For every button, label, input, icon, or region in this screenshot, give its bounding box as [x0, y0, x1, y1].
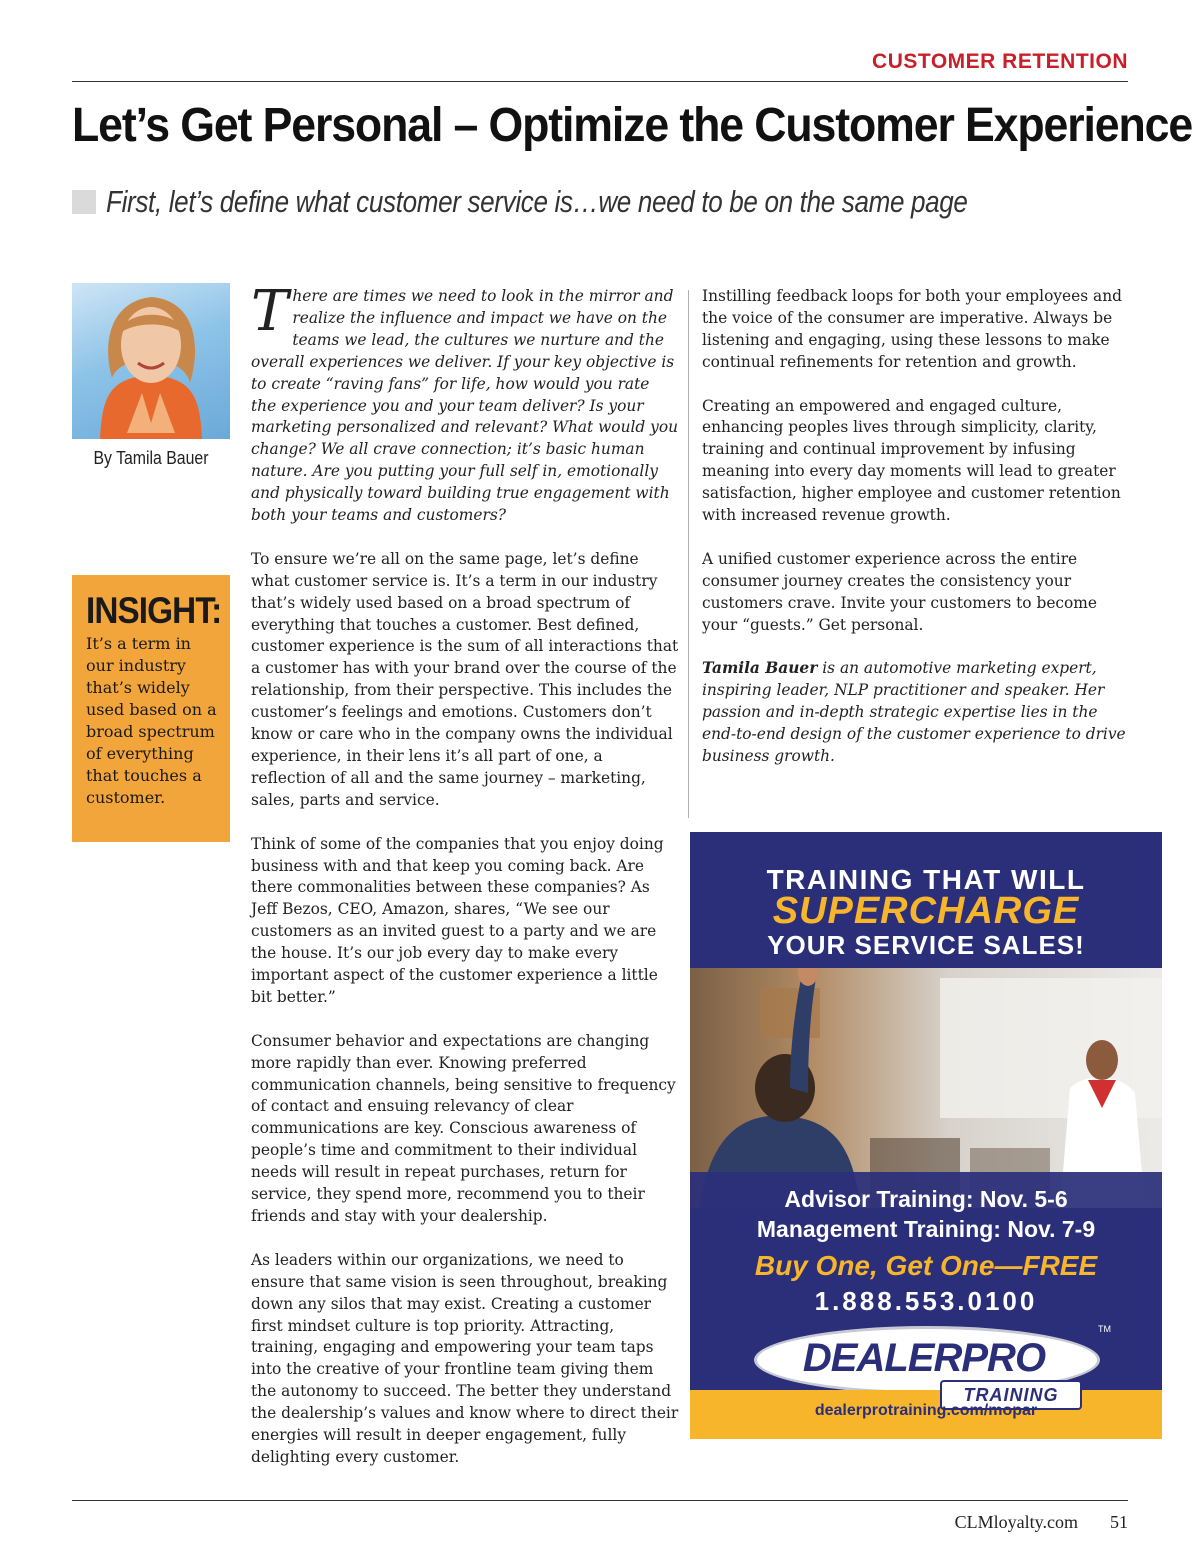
- insight-title: INSIGHT:: [86, 590, 222, 631]
- article-paragraph: To ensure we’re all on the same page, let’s define what customer service is. It’s a term in our industry that’s widely used based on a broad spectrum of everything that touches a customer. Best defined, customer experience is the sum of all interactions that a customer has with your brand over the course of the relationship, from their perspective. This includes the customer’s feelings and emotions. Customers don’t know or care who in the company owns the individual experience, in their lens it’s all part of one, a reflection of all and the same journey – marketing, sales, parts and service.: [251, 549, 679, 809]
- article-paragraph: Think of some of the companies that you enjoy doing business with and that keep you coming back. Are there commonalities between these companies? As Jeff Bezos, CEO, Amazon, shares, “We see our customers as an invited guest to a party and we are the house. It’s our job every day to make every important aspect of the customer experience a little bit better.”: [251, 834, 664, 1006]
- ad-url-link[interactable]: dealerprotraining.com/mopar: [814, 1402, 1038, 1419]
- author-bio-text: is an automotive marketing expert, inspiring leader, NLP practitioner and speaker. Her passion and in-depth strategic expertise lies in the end-to-end design of the customer experience to drive business growth.: [702, 659, 1126, 765]
- article-paragraph: A unified customer experience across the entire consumer journey creates the consistency your customers crave. Invite your customers to become your “guests.” Get personal.: [702, 549, 1098, 634]
- ad-headline-3: YOUR SERVICE SALES!: [767, 930, 1085, 960]
- ad-management-training: Management Training: Nov. 7-9: [756, 1216, 1096, 1242]
- ad-logo-badge: TRAINING: [940, 1380, 1082, 1410]
- advertisement[interactable]: [690, 832, 1162, 1439]
- article-subhead: First, let’s define what customer service is…we need to be on the same page: [106, 184, 968, 219]
- article-intro: [251, 279, 679, 527]
- intro-text: here are times we need to look in the mirror and realize the influence and impact we have on the teams we lead, the cultures we nurture and the overall experiences we deliver. If your key objective is to create “raving fans” for life, how would you rate the experience you and your team deliver? Is your marketing personalized and relevant? What would you change? We all crave connection; it’s basic human nature. Are you putting your full self in, emotionally and physically toward building true engagement with both your teams and customers?: [251, 287, 679, 525]
- article-headline: Let’s Get Personal – Optimize the Customer Experience: [72, 99, 1193, 152]
- top-rule: [72, 81, 1128, 82]
- article-column-left: [251, 279, 679, 1491]
- author-bio-name: Tamila Bauer: [702, 659, 818, 678]
- article-paragraph: As leaders within our organizations, we need to ensure that same vision is seen throughout, breaking down any silos that may exist. Creating a customer first mindset culture is top priority. Attracting, training, engaging and empowering your team taps into the creative of your frontline team giving them the autonomy to succeed. The better they understand the dealership’s values and know where to direct their energies will result in deeper engagement, fully delighting every customer.: [251, 1250, 679, 1466]
- drop-cap: T: [251, 279, 289, 344]
- ad-offer: Buy One, Get One—FREE: [754, 1250, 1098, 1281]
- author-bio: [702, 658, 1134, 768]
- section-label: CUSTOMER RETENTION: [872, 50, 1128, 73]
- insight-body: It’s a term in our industry that’s widely used based on a broad spectrum of everything that touches a customer.: [86, 634, 217, 807]
- author-photo: [72, 283, 230, 439]
- ad-headline-1: TRAINING THAT WILL: [766, 864, 1086, 895]
- insight-callout: [72, 575, 230, 842]
- subhead-marker: [72, 190, 96, 214]
- article-paragraph: Creating an empowered and engaged culture, enhancing peoples lives through simplicity, clarity, training and continual improvement by infusing meaning into every day moments will lead to greater satisfaction, higher employee and customer retention with increased revenue growth.: [702, 396, 1121, 525]
- column-divider: [688, 290, 689, 818]
- ad-logo-text: DEALERPRO: [802, 1336, 1046, 1380]
- ad-headline-2: SUPERCHARGE: [772, 890, 1080, 932]
- page-number: 51: [1110, 1512, 1128, 1532]
- ad-advisor-training: Advisor Training: Nov. 5-6: [784, 1186, 1068, 1212]
- author-byline: By Tamila Bauer: [93, 448, 209, 468]
- article-paragraph: Instilling feedback loops for both your employees and the voice of the consumer are imperative. Always be listening and engaging, using these lessons to make continual refinements for retention and growth.: [702, 287, 1122, 371]
- article-paragraph: Consumer behavior and expectations are changing more rapidly than ever. Knowing preferred communication channels, being sensitive to frequency of contact and ensuing relevancy of clear communications are key. Conscious awareness of people’s time and commitment to their individual needs will result in repeat purchases, return for service, they spend more, recommend you to their friends and stay with your dealership.: [251, 1031, 676, 1226]
- ad-logo-trademark: TM: [1098, 1324, 1111, 1334]
- author-portrait-icon: [72, 283, 230, 439]
- ad-phone-number[interactable]: 1.888.553.0100: [814, 1286, 1038, 1316]
- bottom-rule: [72, 1500, 1128, 1501]
- footer-site[interactable]: CLMloyalty.com: [954, 1512, 1078, 1532]
- article-column-right: [702, 286, 1134, 790]
